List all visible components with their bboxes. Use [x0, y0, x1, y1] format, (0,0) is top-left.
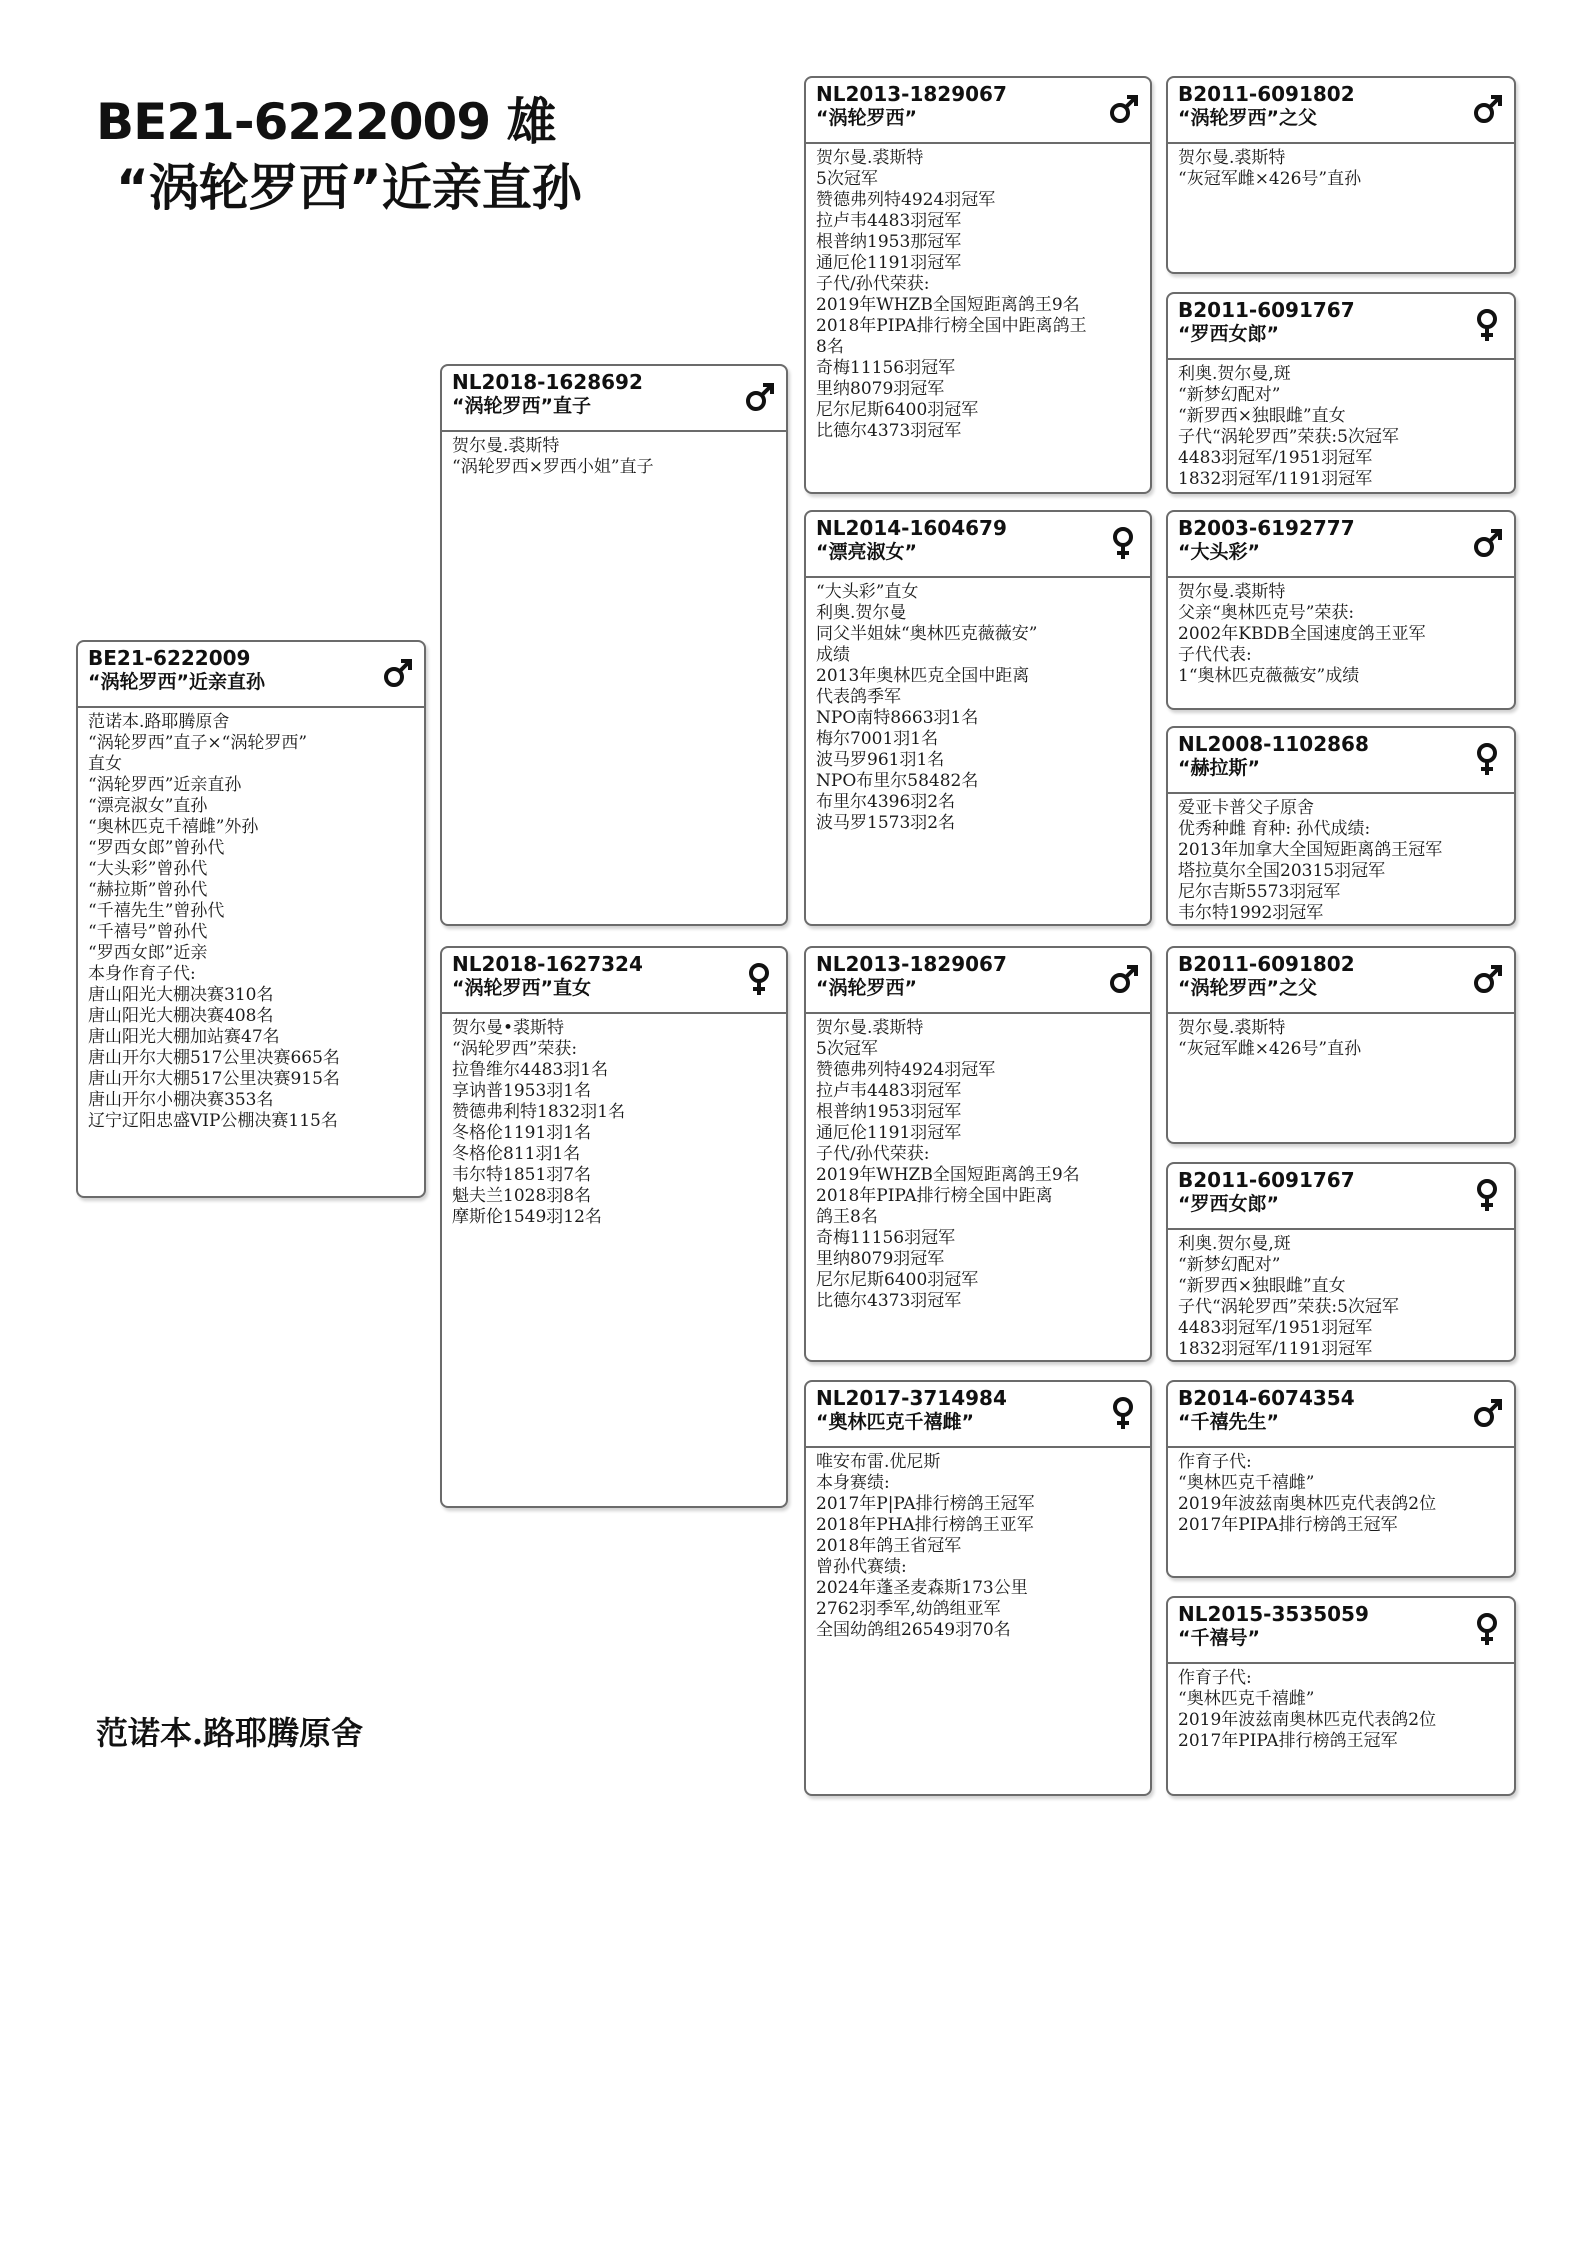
detail-line: 根普纳1953羽冠军 — [816, 1102, 962, 1122]
card-details — [1168, 1014, 1514, 1060]
detail-line: 作育子代: — [1178, 1668, 1252, 1688]
detail-line: 子代/孙代荣获: — [816, 274, 930, 294]
detail-line: “千禧号”曾孙代 — [88, 922, 208, 942]
detail-line: “新罗西×独眼雌”直女 — [1178, 406, 1346, 426]
detail-line: 比德尔4373羽冠军 — [816, 421, 962, 441]
detail-line: 韦尔特1851羽7名 — [452, 1165, 592, 1185]
pigeon-name: “罗西女郎” — [1178, 1193, 1279, 1215]
detail-line: 成绩 — [816, 645, 850, 665]
detail-line: 根普纳1953那冠军 — [816, 232, 962, 252]
ring-number: B2011-6091767 — [1178, 1168, 1355, 1192]
pedigree-card-ddd — [1166, 1596, 1516, 1796]
detail-line: 5次冠军 — [816, 169, 878, 189]
detail-line: “新罗西×独眼雌”直女 — [1178, 1276, 1346, 1296]
ring-number: NL2014-1604679 — [816, 516, 1007, 540]
male-symbol-icon — [1108, 92, 1138, 126]
card-header — [1168, 1382, 1514, 1448]
detail-line: 爱亚卡普父子原舍 — [1178, 798, 1314, 818]
ring-number: B2014-6074354 — [1178, 1386, 1355, 1410]
detail-line: “奥林匹克千禧雌”外孙 — [88, 817, 259, 837]
detail-line: 2018年鸽王省冠军 — [816, 1536, 962, 1556]
detail-line: 唐山阳光大棚决赛408名 — [88, 1006, 274, 1026]
detail-line: “漂亮淑女”直孙 — [88, 796, 208, 816]
page-subtitle: “涡轮罗西”近亲直孙 — [116, 159, 582, 217]
card-details — [1168, 1230, 1514, 1360]
detail-line: 2019年WHZB全国短距离鸽王9名 — [816, 295, 1080, 315]
pigeon-name: “涡轮罗西”之父 — [1178, 107, 1317, 129]
card-header — [1168, 948, 1514, 1014]
ring-number: NL2008-1102868 — [1178, 732, 1369, 756]
pigeon-name: “涡轮罗西” — [816, 977, 917, 999]
detail-line: “灰冠军雌×426号”直孙 — [1178, 169, 1362, 189]
detail-line: 通厄伦1191羽冠军 — [816, 1123, 962, 1143]
pigeon-name: “漂亮淑女” — [816, 541, 917, 563]
pigeon-name: “涡轮罗西”直女 — [452, 977, 591, 999]
detail-line: 2762羽季军,幼鸽组亚军 — [816, 1599, 1001, 1619]
card-details — [806, 578, 1150, 834]
detail-line: 1“奥林匹克薇薇安”成绩 — [1178, 666, 1360, 686]
detail-line: NPO南特8663羽1名 — [816, 708, 979, 728]
detail-line: 冬格伦1191羽1名 — [452, 1123, 592, 1143]
pedigree-card-sire — [440, 364, 788, 926]
detail-line: 利奥.贺尔曼 — [816, 603, 907, 623]
detail-line: “罗西女郎”近亲 — [88, 943, 208, 963]
detail-line: 2018年PIPA排行榜全国中距离 — [816, 1186, 1053, 1206]
detail-line: 尼尔吉斯5573羽冠军 — [1178, 882, 1341, 902]
detail-line: 梅尔7001羽1名 — [816, 729, 939, 749]
pigeon-name: “赫拉斯” — [1178, 757, 1260, 779]
female-symbol-icon — [744, 962, 774, 996]
detail-line: 贺尔曼.裘斯特 — [816, 148, 924, 168]
ring-number: BE21-6222009 — [88, 646, 251, 670]
card-header — [1168, 294, 1514, 360]
pedigree-card-subject — [76, 640, 426, 1198]
detail-line: 子代“涡轮罗西”荣获:5次冠军 — [1178, 427, 1399, 447]
detail-line: 2002年KBDB全国速度鸽王亚军 — [1178, 624, 1426, 644]
pigeon-name: “涡轮罗西” — [816, 107, 917, 129]
detail-line: 曾孙代赛绩: — [816, 1557, 907, 1577]
detail-line: 唐山开尔小棚决赛353名 — [88, 1090, 274, 1110]
detail-line: 利奥.贺尔曼,斑 — [1178, 1234, 1291, 1254]
detail-line: 拉卢韦4483羽冠军 — [816, 211, 962, 231]
detail-line: 韦尔特1992羽冠军 — [1178, 903, 1324, 923]
card-header — [442, 366, 786, 432]
detail-line: 贺尔曼.裘斯特 — [452, 436, 560, 456]
page-title: BE21-6222009 雄 — [96, 93, 556, 151]
detail-line: 2017年P|PA排行榜鸽王冠军 — [816, 1494, 1035, 1514]
detail-line: 贺尔曼•裘斯特 — [452, 1018, 565, 1038]
card-details — [806, 1448, 1150, 1641]
ring-number: NL2017-3714984 — [816, 1386, 1007, 1410]
female-symbol-icon — [1472, 1178, 1502, 1212]
detail-line: 唐山阳光大棚决赛310名 — [88, 985, 274, 1005]
detail-line: 2013年加拿大全国短距离鸽王冠军 — [1178, 840, 1443, 860]
card-header — [442, 948, 786, 1014]
ring-number: B2003-6192777 — [1178, 516, 1355, 540]
detail-line: 里纳8079羽冠军 — [816, 379, 945, 399]
card-header — [806, 948, 1150, 1014]
female-symbol-icon — [1108, 1396, 1138, 1430]
male-symbol-icon — [1472, 962, 1502, 996]
pigeon-name: “千禧号” — [1178, 1627, 1260, 1649]
detail-line: “涡轮罗西”荣获: — [452, 1039, 578, 1059]
detail-line: 贺尔曼.裘斯特 — [1178, 1018, 1286, 1038]
detail-line: 2019年波兹南奥林匹克代表鸽2位 — [1178, 1494, 1437, 1514]
card-header — [1168, 78, 1514, 144]
detail-line: 2017年PIPA排行榜鸽王冠军 — [1178, 1731, 1398, 1751]
detail-line: 冬格伦811羽1名 — [452, 1144, 581, 1164]
male-symbol-icon — [1472, 526, 1502, 560]
detail-line: “涡轮罗西×罗西小姐”直子 — [452, 457, 654, 477]
detail-line: 鸽王8名 — [816, 1207, 878, 1227]
detail-line: 2024年蓬圣麦森斯173公里 — [816, 1578, 1028, 1598]
card-header — [1168, 1598, 1514, 1664]
detail-line: 拉鲁维尔4483羽1名 — [452, 1060, 609, 1080]
ring-number: NL2018-1627324 — [452, 952, 643, 976]
card-details — [806, 1014, 1150, 1312]
detail-line: 2018年PHA排行榜鸽王亚军 — [816, 1515, 1034, 1535]
detail-line: 同父半姐妹“奥林匹克薇薇安” — [816, 624, 1038, 644]
ring-number: B2011-6091802 — [1178, 82, 1355, 106]
male-symbol-icon — [1472, 1396, 1502, 1430]
male-symbol-icon — [1108, 962, 1138, 996]
pigeon-name: “罗西女郎” — [1178, 323, 1279, 345]
detail-line: “奥林匹克千禧雌” — [1178, 1473, 1315, 1493]
detail-line: 作育子代: — [1178, 1452, 1252, 1472]
detail-line: 享讷普1953羽1名 — [452, 1081, 592, 1101]
detail-line: 唐山阳光大棚加站赛47名 — [88, 1027, 280, 1047]
card-header — [78, 642, 424, 708]
detail-line: 2017年PIPA排行榜鸽王冠军 — [1178, 1515, 1398, 1535]
detail-line: 父亲“奥林匹克号”荣获: — [1178, 603, 1355, 623]
detail-line: 全国幼鸽组26549羽70名 — [816, 1620, 1011, 1640]
pedigree-card-sire-dam — [804, 510, 1152, 926]
detail-line: “新梦幻配对” — [1178, 385, 1281, 405]
detail-line: 比德尔4373羽冠军 — [816, 1291, 962, 1311]
ring-number: B2011-6091802 — [1178, 952, 1355, 976]
detail-line: 2013年奥林匹克全国中距离 — [816, 666, 1030, 686]
ring-number: NL2013-1829067 — [816, 82, 1007, 106]
detail-line: 2019年WHZB全国短距离鸽王9名 — [816, 1165, 1080, 1185]
card-details — [1168, 360, 1514, 490]
detail-line: 赞德弗列特4924羽冠军 — [816, 1060, 996, 1080]
card-details — [442, 432, 786, 478]
detail-line: 通厄伦1191羽冠军 — [816, 253, 962, 273]
detail-line: “大头彩”曾孙代 — [88, 859, 208, 879]
card-details — [1168, 794, 1514, 924]
female-symbol-icon — [1472, 1612, 1502, 1646]
detail-line: 本身作育子代: — [88, 964, 196, 984]
detail-line: “大头彩”直女 — [816, 582, 919, 602]
pedigree-card-sdd — [1166, 726, 1516, 926]
card-header — [806, 1382, 1150, 1448]
pigeon-name: “千禧先生” — [1178, 1411, 1279, 1433]
detail-line: 子代/孙代荣获: — [816, 1144, 930, 1164]
detail-line: “赫拉斯”曾孙代 — [88, 880, 208, 900]
pedigree-card-ssd — [1166, 292, 1516, 494]
detail-line: 辽宁辽阳忠盛VIP公棚决赛115名 — [88, 1111, 338, 1131]
detail-line: 赞德弗利特1832羽1名 — [452, 1102, 626, 1122]
pedigree-card-sss — [1166, 76, 1516, 274]
pedigree-card-sds — [1166, 510, 1516, 710]
ring-number: NL2015-3535059 — [1178, 1602, 1369, 1626]
card-header — [1168, 728, 1514, 794]
card-details — [1168, 578, 1514, 687]
detail-line: “新梦幻配对” — [1178, 1255, 1281, 1275]
detail-line: 波马罗1573羽2名 — [816, 813, 956, 833]
detail-line: 贺尔曼.裘斯特 — [816, 1018, 924, 1038]
pedigree-card-dam — [440, 946, 788, 1508]
detail-line: 唯安布雷.优尼斯 — [816, 1452, 941, 1472]
detail-line: 本身赛绩: — [816, 1473, 890, 1493]
card-details — [1168, 1664, 1514, 1752]
loft-name: 范诺本.路耶腾原舍 — [96, 1714, 364, 1752]
ring-number: B2011-6091767 — [1178, 298, 1355, 322]
card-header — [806, 78, 1150, 144]
card-details — [78, 708, 424, 1132]
pedigree-card-sire-sire — [804, 76, 1152, 494]
card-details — [442, 1014, 786, 1228]
card-details — [1168, 1448, 1514, 1536]
female-symbol-icon — [1472, 308, 1502, 342]
pigeon-name: “涡轮罗西”直子 — [452, 395, 591, 417]
detail-line: 1832羽冠军/1191羽冠军 — [1178, 469, 1373, 489]
card-header — [1168, 512, 1514, 578]
card-header — [806, 512, 1150, 578]
detail-line: 2018年PIPA排行榜全国中距离鸽王 — [816, 316, 1087, 336]
detail-line: 尼尔尼斯6400羽冠军 — [816, 400, 979, 420]
detail-line: 1832羽冠军/1191羽冠军 — [1178, 1339, 1373, 1359]
male-symbol-icon — [382, 656, 412, 690]
detail-line: “灰冠军雌×426号”直孙 — [1178, 1039, 1362, 1059]
detail-line: “奥林匹克千禧雌” — [1178, 1689, 1315, 1709]
detail-line: “涡轮罗西”近亲直孙 — [88, 775, 242, 795]
detail-line: 赞德弗列特4924羽冠军 — [816, 190, 996, 210]
detail-line: “罗西女郎”曾孙代 — [88, 838, 225, 858]
card-details — [806, 144, 1150, 442]
ring-number: NL2013-1829067 — [816, 952, 1007, 976]
detail-line: 8名 — [816, 337, 844, 357]
detail-line: 唐山开尔大棚517公里决赛665名 — [88, 1048, 340, 1068]
detail-line: 波马罗961羽1名 — [816, 750, 945, 770]
pedigree-card-dsd — [1166, 1162, 1516, 1362]
ring-number: NL2018-1628692 — [452, 370, 643, 394]
detail-line: 唐山开尔大棚517公里决赛915名 — [88, 1069, 340, 1089]
detail-line: 4483羽冠军/1951羽冠军 — [1178, 1318, 1373, 1338]
detail-line: 奇梅11156羽冠军 — [816, 358, 956, 378]
detail-line: 贺尔曼.裘斯特 — [1178, 148, 1286, 168]
detail-line: 摩斯伦1549羽12名 — [452, 1207, 602, 1227]
pigeon-name: “奥林匹克千禧雌” — [816, 1411, 974, 1433]
detail-line: 布里尔4396羽2名 — [816, 792, 956, 812]
detail-line: 5次冠军 — [816, 1039, 878, 1059]
pedigree-card-dds — [1166, 1380, 1516, 1578]
detail-line: 直女 — [88, 754, 122, 774]
detail-line: NPO布里尔58482名 — [816, 771, 979, 791]
card-header — [1168, 1164, 1514, 1230]
detail-line: 尼尔尼斯6400羽冠军 — [816, 1270, 979, 1290]
detail-line: “涡轮罗西”直子×“涡轮罗西” — [88, 733, 308, 753]
pigeon-name: “大头彩” — [1178, 541, 1260, 563]
pedigree-card-dam-dam — [804, 1380, 1152, 1796]
pigeon-name: “涡轮罗西”近亲直孙 — [88, 671, 265, 693]
detail-line: 代表鸽季军 — [816, 687, 901, 707]
detail-line: 范诺本.路耶腾原舍 — [88, 712, 230, 732]
detail-line: 拉卢韦4483羽冠军 — [816, 1081, 962, 1101]
detail-line: “千禧先生”曾孙代 — [88, 901, 225, 921]
pigeon-name: “涡轮罗西”之父 — [1178, 977, 1317, 999]
detail-line: 里纳8079羽冠军 — [816, 1249, 945, 1269]
detail-line: 魁夫兰1028羽8名 — [452, 1186, 592, 1206]
male-symbol-icon — [1472, 92, 1502, 126]
detail-line: 子代“涡轮罗西”荣获:5次冠军 — [1178, 1297, 1399, 1317]
female-symbol-icon — [1472, 742, 1502, 776]
detail-line: 奇梅11156羽冠军 — [816, 1228, 956, 1248]
detail-line: 利奥.贺尔曼,斑 — [1178, 364, 1291, 384]
detail-line: 优秀种雌 育种: 孙代成绩: — [1178, 819, 1371, 839]
pedigree-card-dss — [1166, 946, 1516, 1144]
detail-line: 子代代表: — [1178, 645, 1252, 665]
detail-line: 贺尔曼.裘斯特 — [1178, 582, 1286, 602]
card-details — [1168, 144, 1514, 190]
female-symbol-icon — [1108, 526, 1138, 560]
detail-line: 2019年波兹南奥林匹克代表鸽2位 — [1178, 1710, 1437, 1730]
pedigree-card-dam-sire — [804, 946, 1152, 1362]
detail-line: 4483羽冠军/1951羽冠军 — [1178, 448, 1373, 468]
detail-line: 塔拉莫尔全国20315羽冠军 — [1178, 861, 1386, 881]
male-symbol-icon — [744, 380, 774, 414]
